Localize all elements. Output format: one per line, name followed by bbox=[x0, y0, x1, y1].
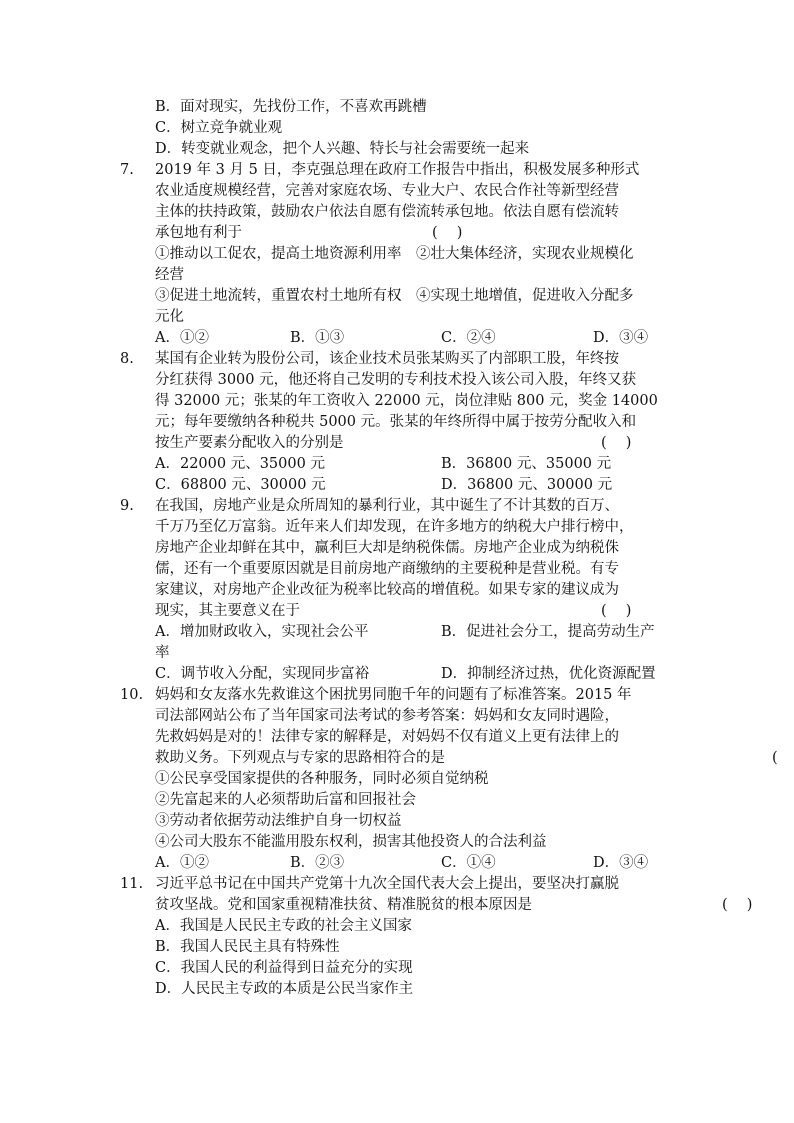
q11-number: 11. bbox=[120, 876, 144, 892]
q8-option-b: B．36800 元、35000 元 bbox=[441, 456, 612, 472]
q9-option-d: D．抑制经济过热，优化资源配置 bbox=[441, 666, 656, 682]
q6-option-c: C．树立竞争就业观 bbox=[155, 120, 283, 136]
q11-answer-paren: ( ) bbox=[722, 897, 753, 913]
q8-option-d: D．36800 元、30000 元 bbox=[441, 477, 613, 493]
q10-option-b: B．②③ bbox=[290, 855, 345, 871]
q11-stem-line: 贫攻坚战。党和国家重视精准扶贫、精准脱贫的根本原因是 bbox=[155, 897, 532, 913]
q9-stem-line: 家建议，对房地产企业改征为税率比较高的增值税。如果专家的建议成为 bbox=[155, 582, 619, 598]
q9-stem-line: 在我国，房地产业是众所周知的暴利行业，其中诞生了不计其数的百万、 bbox=[155, 498, 619, 514]
q11-option-b: B．我国人民民主具有特殊性 bbox=[155, 939, 340, 955]
q9-option-b-wrap: 率 bbox=[155, 645, 170, 661]
q7-stem-line: 2019 年 3 月 5 日，李克强总理在政府工作报告中指出，积极发展多种形式 bbox=[155, 162, 640, 178]
q8-number: 8. bbox=[120, 351, 134, 367]
q10-stem-line: 先救妈妈是对的！法律专家的解释是，对妈妈不仅有道义上更有法律上的 bbox=[155, 729, 619, 745]
q11-option-a: A．我国是人民民主专政的社会主义国家 bbox=[155, 918, 412, 934]
q9-stem-line: 房地产企业却鲜在其中，赢利巨大却是纳税侏儒。房地产企业成为纳税侏 bbox=[155, 540, 619, 556]
q8-option-c: C．68800 元、30000 元 bbox=[155, 477, 326, 493]
q10-statement: ④公司大股东不能滥用股东权利，损害其他投资人的合法利益 bbox=[155, 834, 547, 850]
q9-stem-line: 千万乃至亿万富翁。近年来人们却发现，在许多地方的纳税大户排行榜中， bbox=[155, 519, 634, 535]
q7-number: 7. bbox=[120, 162, 134, 178]
q8-stem-line: 得 32000 元；张某的年工资收入 22000 元，岗位津贴 800 元，奖金 14000 bbox=[155, 393, 658, 409]
q7-answer-paren: ( ) bbox=[432, 225, 463, 241]
q10-number: 10. bbox=[120, 687, 144, 703]
q9-stem-line: 儒，还有一个重要原因就是目前房地产商缴纳的主要税种是营业税。有专 bbox=[155, 561, 619, 577]
q8-answer-paren: ( ) bbox=[601, 435, 632, 451]
q9-option-c: C．调节收入分配，实现同步富裕 bbox=[155, 666, 370, 682]
q7-statement: 经营 bbox=[155, 267, 184, 283]
q8-stem-line: 按生产要素分配收入的分别是 bbox=[155, 435, 344, 451]
q11-stem-line: 习近平总书记在中国共产党第十九次全国代表大会上提出，要坚决打赢脱 bbox=[155, 876, 619, 892]
q10-option-a: A．①② bbox=[155, 855, 209, 871]
q10-answer-paren: ( bbox=[772, 750, 778, 766]
q7-statement: ①推动以工促农，提高土地资源利用率 ②壮大集体经济，实现农业规模化 bbox=[155, 246, 634, 262]
q9-option-a: A．增加财政收入，实现社会公平 bbox=[155, 624, 369, 640]
q7-stem-line: 主体的扶持政策，鼓励农户依法自愿有偿流转承包地。依法自愿有偿流转 bbox=[155, 204, 619, 220]
q8-stem-line: 某国有企业转为股份公司，该企业技术员张某购买了内部职工股，年终按 bbox=[155, 351, 619, 367]
q11-option-c: C．我国人民的利益得到日益充分的实现 bbox=[155, 960, 413, 976]
q7-stem-line: 农业适度规模经营，完善对家庭农场、专业大户、农民合作社等新型经营 bbox=[155, 183, 619, 199]
q7-option-c: C．②④ bbox=[441, 330, 496, 346]
q7-option-d: D．③④ bbox=[593, 330, 649, 346]
q7-option-a: A．①② bbox=[155, 330, 209, 346]
q9-stem-line: 现实，其主要意义在于 bbox=[155, 603, 300, 619]
q10-statement: ③劳动者依据劳动法维护自身一切权益 bbox=[155, 813, 402, 829]
q8-stem-line: 分红获得 3000 元，他还将自己发明的专利技术投入该公司入股，年终又获 bbox=[155, 372, 637, 388]
q10-option-d: D．③④ bbox=[593, 855, 649, 871]
q10-stem-line: 妈妈和女友落水先救谁这个困扰男同胞千年的问题有了标准答案。2015 年 bbox=[155, 687, 632, 703]
q7-option-b: B．①③ bbox=[290, 330, 345, 346]
q7-statement: ③促进土地流转，重置农村土地所有权 ④实现土地增值，促进收入分配多 bbox=[155, 288, 634, 304]
q7-statement: 元化 bbox=[155, 309, 184, 325]
q10-stem-line: 司法部网站公布了当年国家司法考试的参考答案：妈妈和女友同时遇险， bbox=[155, 708, 619, 724]
q9-number: 9. bbox=[120, 498, 134, 514]
q11-option-d: D．人民民主专政的本质是公民当家作主 bbox=[155, 981, 414, 997]
q10-stem-line: 救助义务。下列观点与专家的思路相符合的是 bbox=[155, 750, 445, 766]
q6-option-b: B．面对现实，先找份工作，不喜欢再跳槽 bbox=[155, 99, 427, 115]
q9-answer-paren: ( ) bbox=[601, 603, 632, 619]
q7-stem-line: 承包地有利于 bbox=[155, 225, 242, 241]
q10-statement: ②先富起来的人必须帮助后富和回报社会 bbox=[155, 792, 416, 808]
q6-option-d: D．转变就业观念，把个人兴趣、特长与社会需要统一起来 bbox=[155, 141, 530, 157]
q10-option-c: C．①④ bbox=[441, 855, 496, 871]
q8-option-a: A．22000 元、35000 元 bbox=[155, 456, 325, 472]
q10-statement: ①公民享受国家提供的各种服务，同时必须自觉纳税 bbox=[155, 771, 489, 787]
q8-stem-line: 元；每年要缴纳各种税共 5000 元。张某的年终所得中属于按劳分配收入和 bbox=[155, 414, 637, 430]
q9-option-b: B．促进社会分工，提高劳动生产 bbox=[441, 624, 655, 640]
